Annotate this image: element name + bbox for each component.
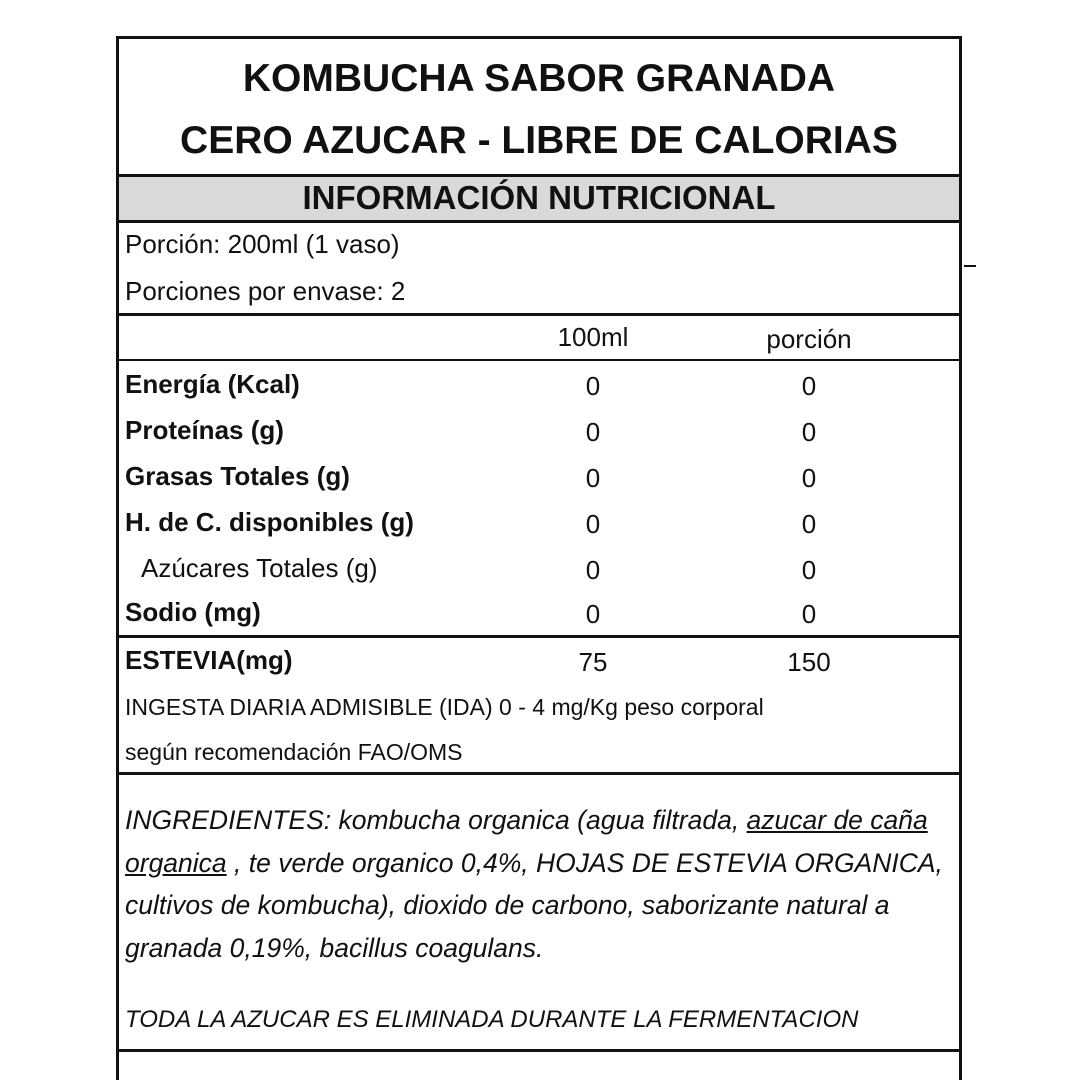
section-title: INFORMACIÓN NUTRICIONAL bbox=[302, 179, 776, 216]
nutrient-value-100ml: 0 bbox=[585, 555, 601, 585]
ingredients-text bbox=[125, 799, 945, 969]
nutrient-value-100ml: 0 bbox=[585, 509, 601, 539]
divider bbox=[119, 220, 959, 223]
nutrient-name: Azúcares Totales (g) bbox=[141, 553, 378, 583]
ingredients-part2: , te verde organico 0,4%, HOJAS DE ESTEVIA ORGANICA, cultivos de kombucha), dioxido de carbono, saborizante natural a granada 0,19%, bacillus coagulans. bbox=[125, 847, 943, 963]
column-header-100ml: 100ml bbox=[557, 322, 629, 352]
nutrient-value-portion: 0 bbox=[801, 555, 817, 585]
nutrient-value-100ml: 0 bbox=[585, 371, 601, 401]
nutrient-value-100ml: 0 bbox=[585, 417, 601, 447]
nutrient-name: H. de C. disponibles (g) bbox=[125, 507, 414, 537]
nutrient-name: Grasas Totales (g) bbox=[125, 461, 350, 491]
nutrient-value-portion: 0 bbox=[801, 417, 817, 447]
stevia-name: ESTEVIA(mg) bbox=[125, 645, 293, 675]
stevia-fao-note: según recomendación FAO/OMS bbox=[125, 739, 463, 765]
nutrition-label bbox=[116, 36, 962, 1080]
fermentation-note: TODA LA AZUCAR ES ELIMINADA DURANTE LA FERMENTACION bbox=[125, 1006, 859, 1033]
product-subtitle: CERO AZUCAR - LIBRE DE CALORIAS bbox=[180, 119, 898, 162]
nutrient-name: Energía (Kcal) bbox=[125, 369, 300, 399]
edge-mark bbox=[964, 265, 976, 267]
nutrient-value-portion: 0 bbox=[801, 599, 817, 629]
nutrient-value-portion: 0 bbox=[801, 509, 817, 539]
divider bbox=[119, 772, 959, 775]
column-header-portion: porción bbox=[766, 324, 852, 354]
nutrient-value-100ml: 0 bbox=[585, 463, 601, 493]
divider bbox=[119, 313, 959, 316]
nutrient-name: Sodio (mg) bbox=[125, 597, 261, 627]
divider bbox=[119, 359, 959, 361]
divider bbox=[119, 635, 959, 638]
ingredients-part1: INGREDIENTES: kombucha organica (agua filtrada, bbox=[125, 805, 747, 835]
portion-size: Porción: 200ml (1 vaso) bbox=[125, 229, 400, 259]
nutrient-value-100ml: 0 bbox=[585, 599, 601, 629]
stevia-value-100ml: 75 bbox=[578, 647, 608, 677]
ingredients-underlined: azucar de caña organica bbox=[125, 805, 928, 878]
nutrient-value-portion: 0 bbox=[801, 371, 817, 401]
portions-per-container: Porciones por envase: 2 bbox=[125, 276, 406, 306]
divider bbox=[119, 1049, 959, 1052]
product-title: KOMBUCHA SABOR GRANADA bbox=[242, 57, 836, 100]
stevia-value-portion: 150 bbox=[787, 647, 831, 677]
nutrient-value-portion: 0 bbox=[801, 463, 817, 493]
stevia-ida-note: INGESTA DIARIA ADMISIBLE (IDA) 0 - 4 mg/Kg peso corporal bbox=[125, 694, 764, 720]
nutrient-name: Proteínas (g) bbox=[125, 415, 284, 445]
